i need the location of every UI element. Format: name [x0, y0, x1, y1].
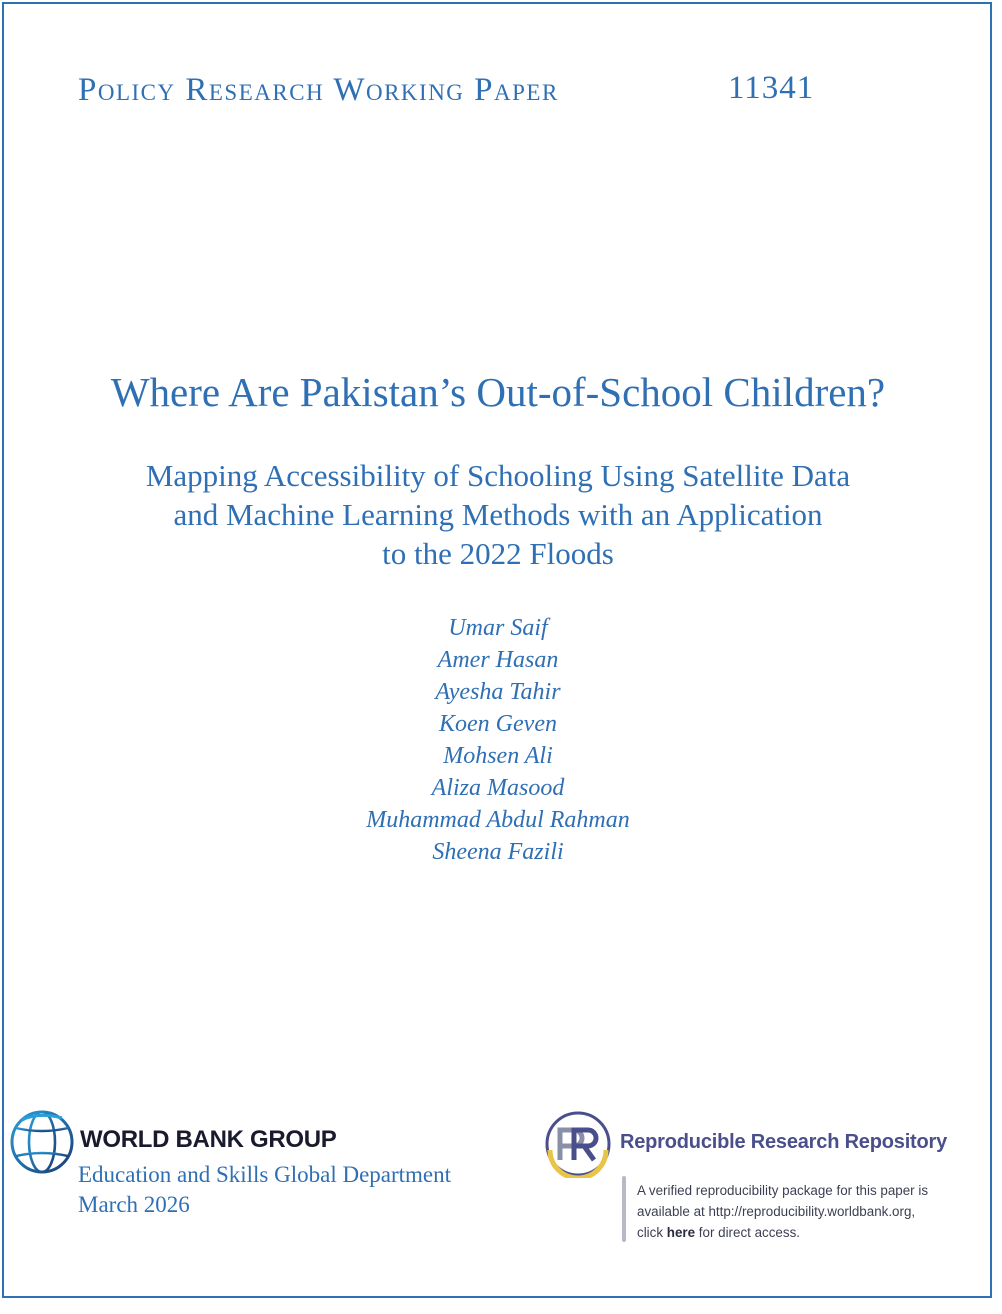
author-name: Amer Hasan [437, 647, 559, 673]
author-name: Umar Saif [448, 615, 548, 641]
author-name: Aliza Masood [431, 775, 565, 801]
department-name: Education and Skills Global Department [78, 1162, 452, 1187]
repo-note-text: for direct access. [695, 1225, 800, 1240]
globe-icon [8, 1108, 76, 1176]
series-label: Policy Research Working Paper [78, 72, 559, 108]
here-link[interactable]: here [666, 1225, 696, 1240]
author-name: Ayesha Tahir [435, 679, 561, 705]
subtitle-line: Mapping Accessibility of Schooling Using Satellite Data [145, 458, 851, 493]
author-name: Koen Geven [439, 711, 557, 737]
rr-monogram-icon [544, 1110, 612, 1178]
paper-number: 11341 [728, 70, 815, 106]
org-name: WORLD BANK GROUP [80, 1126, 337, 1153]
author-name: Muhammad Abdul Rahman [366, 807, 630, 833]
repo-note-text: click [637, 1225, 667, 1240]
subtitle-line: and Machine Learning Methods with an Application [173, 497, 823, 532]
repo-note [637, 1180, 987, 1243]
subtitle-line: to the 2022 Floods [382, 536, 614, 571]
publication-date: March 2026 [78, 1192, 190, 1217]
repo-note-line: available at http://reproducibility.worldbank.org, [637, 1204, 916, 1219]
author-list [0, 612, 996, 868]
repo-note-line: A verified reproducibility package for this paper is [637, 1183, 929, 1198]
paper-title: Where Are Pakistan’s Out-of-School Children? [110, 369, 886, 415]
author-name: Sheena Fazili [432, 839, 564, 865]
repo-name: Reproducible Research Repository [620, 1131, 948, 1153]
repo-note-line [637, 1222, 987, 1243]
paper-subtitle [0, 456, 996, 573]
author-name: Mohsen Ali [443, 743, 553, 769]
note-divider [622, 1176, 626, 1242]
